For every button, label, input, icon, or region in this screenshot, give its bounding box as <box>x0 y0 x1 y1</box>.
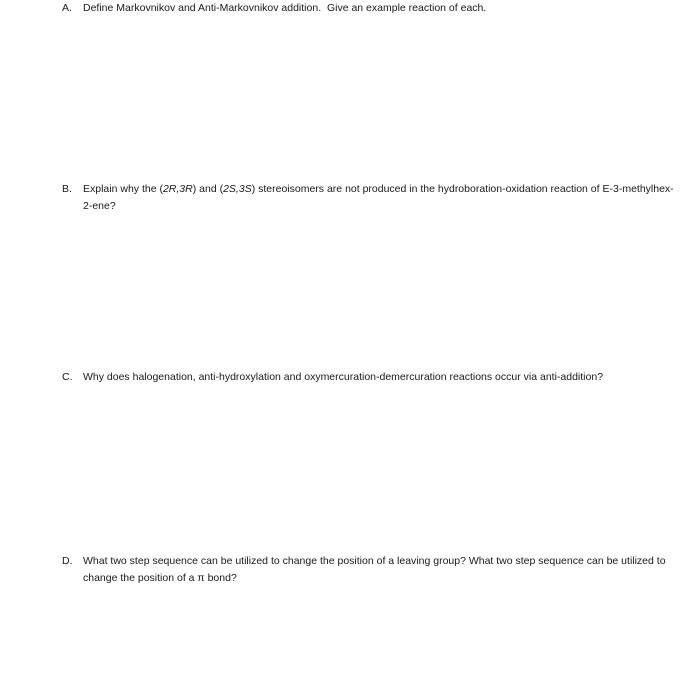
question-text-segment: ) stereoisomers are not produced in the hydroboration-oxidation reaction of E-3-methylhex-2-ene? <box>83 183 674 212</box>
question-letter: A. <box>62 2 72 14</box>
question-letter: D. <box>62 555 73 567</box>
question-text <box>83 0 678 17</box>
question-text <box>83 181 678 215</box>
question-text-segment: What two step sequence can be utilized to change the position of a leaving group? What two step sequence can be utilized to change the position of a π bond? <box>83 555 669 584</box>
question-text-segment: Explain why the ( <box>83 183 163 195</box>
question-text-segment: ) and ( <box>192 183 224 195</box>
question-text-segment: Define Markovnikov and Anti-Markovnikov addition. Give an example reaction of each. <box>83 2 487 14</box>
question-letter: B. <box>62 183 72 195</box>
question-text <box>83 553 678 587</box>
question-b <box>62 181 678 215</box>
question-text-segment: Why does halogenation, anti-hydroxylation and oxymercuration-demercuration reactions occur via anti-addition? <box>83 371 604 383</box>
question-c <box>62 369 678 386</box>
question-letter: C. <box>62 371 73 383</box>
stereo-descriptor: 2R,3R <box>162 183 193 195</box>
stereo-descriptor: 2S,3S <box>223 183 252 195</box>
question-d <box>62 553 678 587</box>
question-a <box>62 0 678 17</box>
question-text <box>83 369 678 386</box>
